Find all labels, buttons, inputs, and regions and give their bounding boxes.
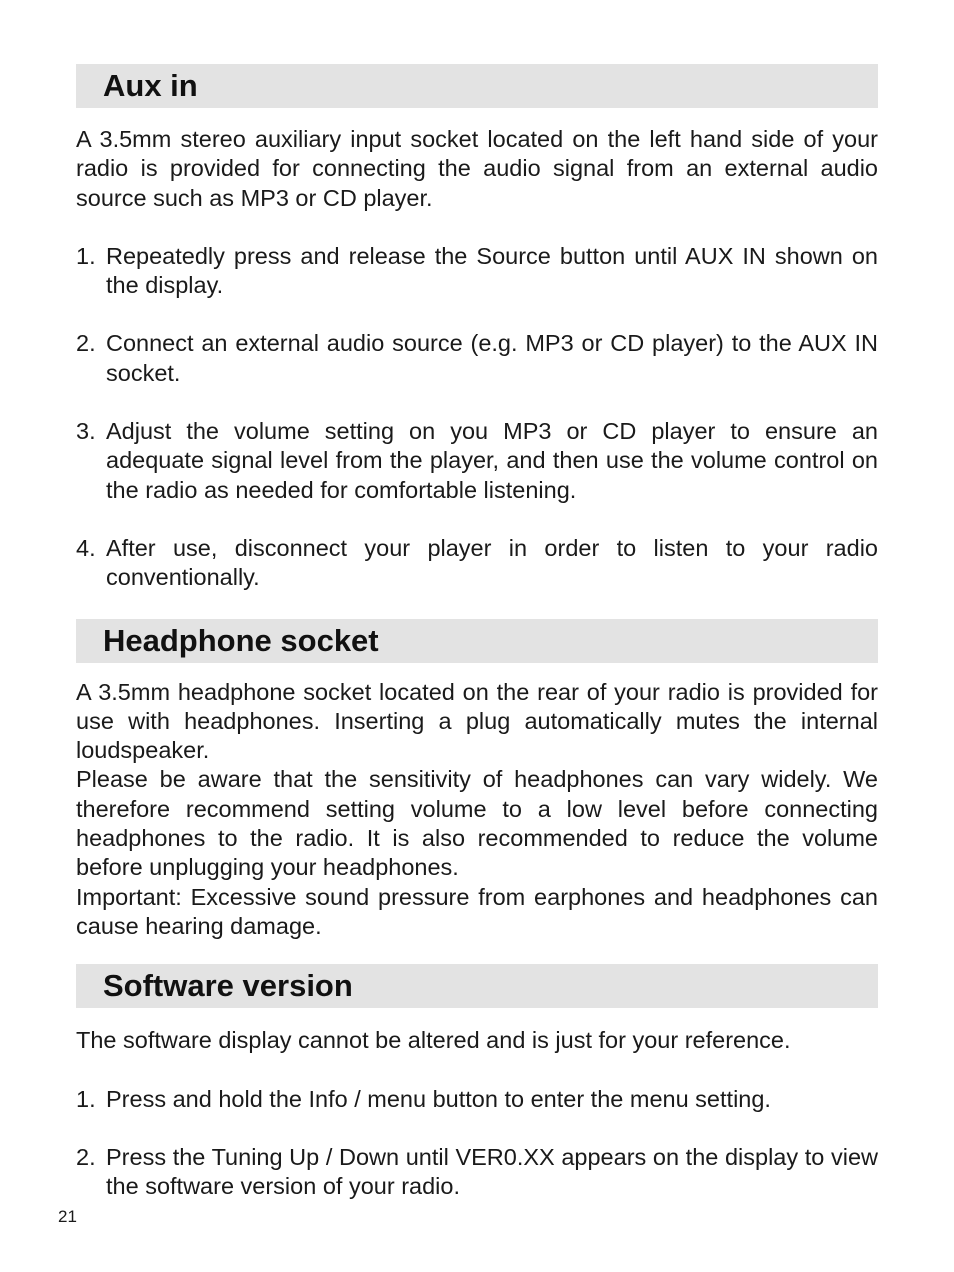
section-title: Aux in <box>103 68 198 103</box>
page-number: 21 <box>58 1207 77 1226</box>
step-number: 2. <box>76 1143 96 1170</box>
section-header-headphone-socket <box>76 619 878 663</box>
manual-page <box>76 64 878 1201</box>
section-header-software-version <box>76 964 878 1008</box>
step-text: Connect an external audio source (e.g. MP3 or CD player) to the AUX IN socket. <box>106 330 878 386</box>
step-number: 4. <box>76 534 96 561</box>
section-header-aux-in <box>76 64 878 108</box>
step-number: 2. <box>76 330 96 357</box>
headphone-paragraph-3: Important: Excessive sound pressure from earphones and headphones can cause hearing damage. <box>76 883 878 939</box>
aux-intro-paragraph: A 3.5mm stereo auxiliary input socket located on the left hand side of your radio is provided for connecting the audio signal from an external audio source such as MP3 or CD player. <box>76 126 878 211</box>
step-text: Adjust the volume setting on you MP3 or CD player to ensure an adequate signal level from the player, and then use the volume control on the radio as needed for comfortable listening. <box>106 418 878 503</box>
software-intro-paragraph: The software display cannot be altered and is just for your reference. <box>76 1027 791 1054</box>
aux-step-1 <box>76 242 878 301</box>
step-number: 1. <box>76 242 96 269</box>
aux-step-4 <box>76 534 878 593</box>
step-text: Press the Tuning Up / Down until VER0.XX appears on the display to view the software version of your radio. <box>106 1143 878 1200</box>
headphone-paragraph-2: Please be aware that the sensitivity of headphones can vary widely. We therefore recommend setting volume to a low level before connecting headphones to the radio. It is also recommended to reduce the volume before unplugging your headphones. <box>76 766 878 881</box>
software-step-1 <box>76 1085 878 1114</box>
step-number: 3. <box>76 418 96 445</box>
step-text: After use, disconnect your player in order to listen to your radio conventionally. <box>106 534 878 591</box>
section-title: Headphone socket <box>103 622 379 658</box>
step-text: Repeatedly press and release the Source button until AUX IN shown on the display. <box>106 242 878 299</box>
section-title: Software version <box>103 968 353 1004</box>
aux-step-2 <box>76 329 878 388</box>
step-text: Press and hold the Info / menu button to enter the menu setting. <box>106 1085 771 1112</box>
step-number: 1. <box>76 1085 96 1112</box>
software-step-2 <box>76 1143 878 1202</box>
headphone-paragraph-1: A 3.5mm headphone socket located on the rear of your radio is provided for use with headphones. Inserting a plug automatically mutes the internal loudspeaker. <box>76 678 878 764</box>
aux-step-3 <box>76 417 878 505</box>
